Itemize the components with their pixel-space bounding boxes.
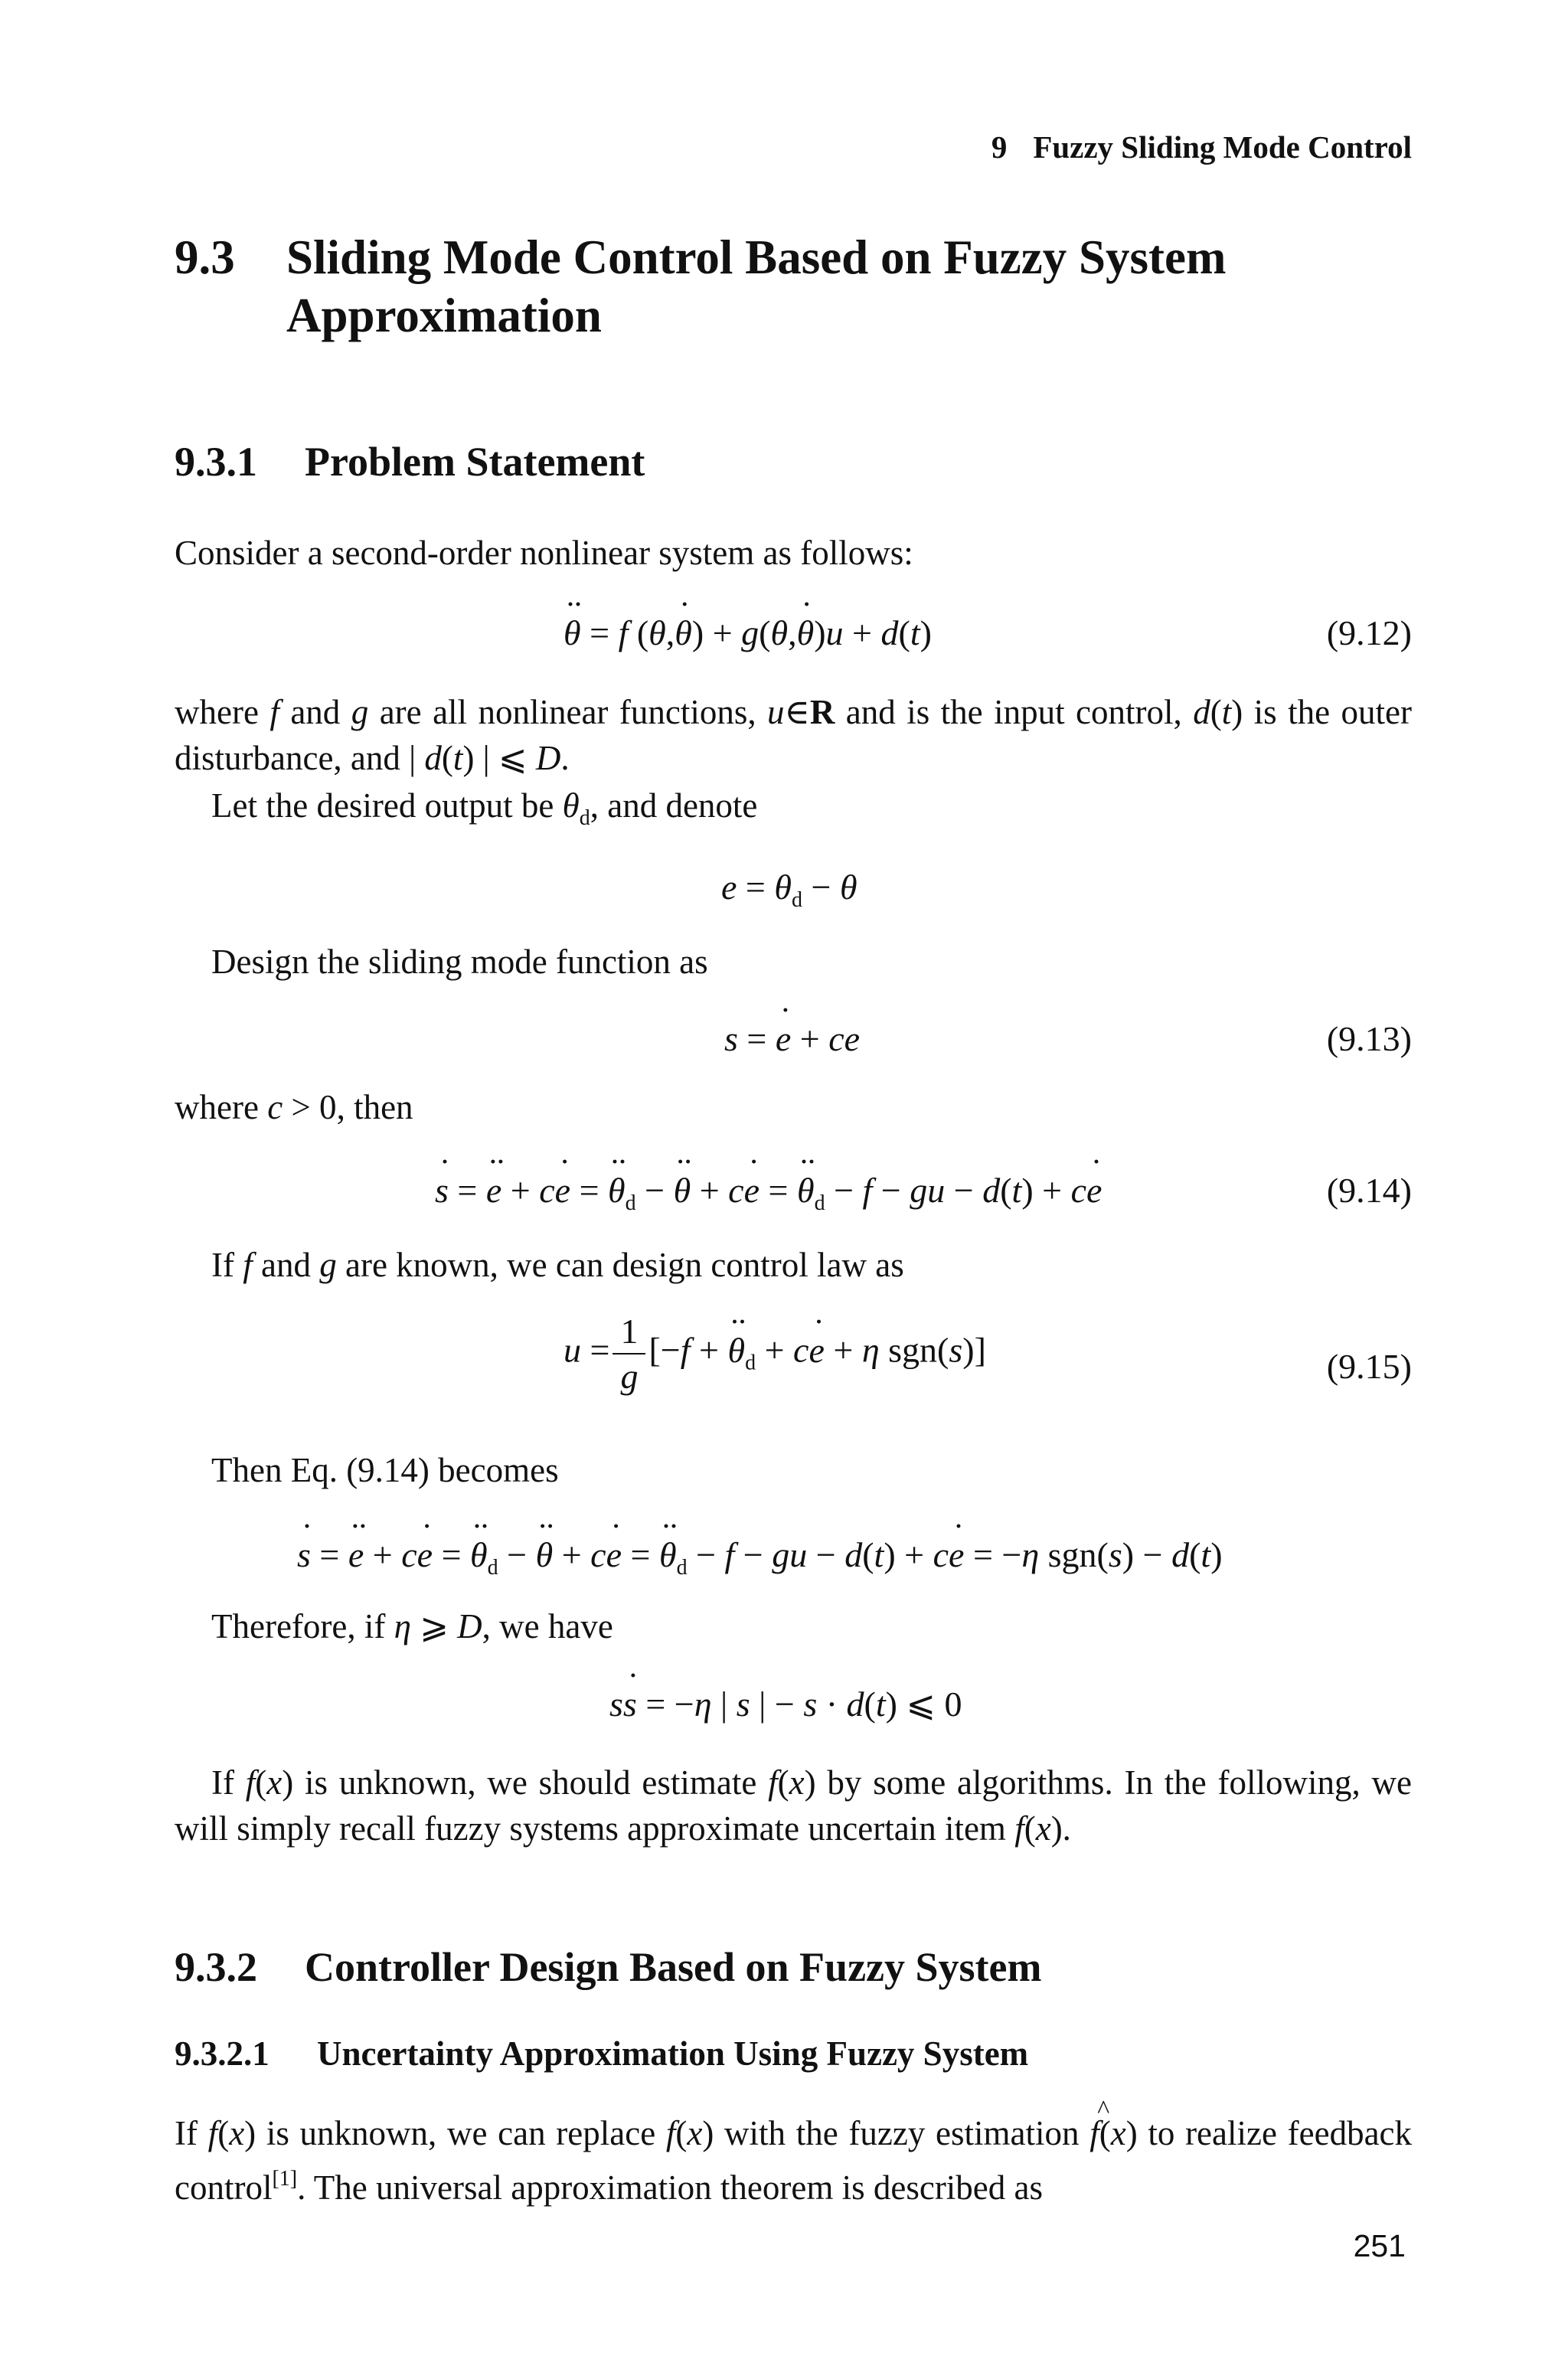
paragraph-intro	[175, 530, 1412, 576]
chapter-title: Fuzzy Sliding Mode Control	[1033, 129, 1412, 165]
equation-closed-loop	[175, 1534, 1412, 1596]
paragraph-system-description: where f and g are all nonlinear functions, u∈R and is the input control, d(t) is the outer disturbance, and | d(t) | ⩽ D.	[175, 693, 1412, 777]
text-run: to realize feedback control	[175, 2114, 1413, 2207]
text-run: is unknown, we can replace	[256, 2114, 666, 2152]
text-run: is the outer disturbance, and	[175, 693, 1412, 777]
equation-9-15	[175, 1311, 1412, 1418]
paragraph-text: Consider a second-order nonlinear system as follows:	[175, 534, 913, 572]
paragraph-then-becomes	[175, 1447, 1412, 1493]
equation-body: s = · e + ce	[724, 1018, 860, 1059]
equation-body: $e = \theta_d - \theta$	[721, 868, 858, 912]
chapter-number: 9	[991, 129, 1008, 165]
running-header	[991, 129, 1412, 165]
subsection-number: 9.3.2	[175, 1944, 257, 1990]
text-run: with the fuzzy estimation	[714, 2114, 1090, 2152]
text-run: by some algorithms. In the following, we will simply recall fuzzy systems approximate uncertain item	[175, 1763, 1412, 1848]
citation[interactable]: [1]	[272, 2167, 298, 2191]
paragraph-c-positive: where c > 0, then	[175, 1088, 413, 1126]
text-run: Therefore, if	[211, 1607, 394, 1645]
text-run: and is the input control,	[835, 693, 1194, 731]
equation-9-14	[175, 1170, 1412, 1231]
text-run: and	[279, 693, 351, 731]
equation-body: ·· θ = f (θ,· θ) + g(θ,· θ)u + d(t)	[564, 613, 932, 653]
subsection-number: 9.3.1	[175, 439, 257, 485]
equation-body: s· s = −η | s | − s · d(t) ⩽ 0	[609, 1683, 962, 1724]
text-run: are all nonlinear functions,	[368, 693, 768, 731]
subsection-title: Controller Design Based on Fuzzy System	[305, 1944, 1042, 1990]
equation-lyapunov	[175, 1683, 1412, 1744]
equation-number: (9.13)	[1326, 1019, 1412, 1058]
paragraph-f-unknown: If f(x) is unknown, we should estimate f(x) by some algorithms. In the following, we will simply recall fuzzy systems approximate uncertain item f(x).	[175, 1763, 1412, 1848]
text-run: where	[175, 693, 270, 731]
text-run: and	[252, 1246, 320, 1284]
subsection-heading-controller	[175, 1943, 1041, 1991]
text-run: If	[175, 2114, 208, 2152]
equation-error	[175, 867, 1412, 928]
text-run: If	[211, 1246, 243, 1284]
section-number: 9.3	[175, 230, 235, 284]
paragraph-known-f-g: If f and g are known, we can design control law as	[211, 1246, 904, 1284]
equation-number: (9.12)	[1326, 613, 1412, 652]
paragraph-fuzzy-estimation: If f(x) is unknown, we can replace f(x) with the fuzzy estimation ^ f(x) to realize feedback control[1]. The universal approximation theorem is described as	[175, 2110, 1412, 2211]
subsection-heading-problem	[175, 438, 645, 485]
text-run: where	[175, 1088, 268, 1126]
subsubsection-title: Uncertainty Approximation Using Fuzzy System	[317, 2034, 1029, 2073]
paragraph-desired-output: Let the desired output be $\theta_d$, and denote	[211, 786, 758, 830]
text-run: , we have	[482, 1607, 613, 1645]
text-run: is unknown, we should estimate	[293, 1763, 769, 1802]
section-title: Sliding Mode Control Based on Fuzzy System Approximation	[286, 230, 1227, 342]
paragraph-therefore: Therefore, if η ⩾ D, we have	[211, 1607, 613, 1645]
subsubsection-heading	[175, 2034, 1028, 2073]
subsubsection-number: 9.3.2.1	[175, 2034, 270, 2073]
text-run: , then	[336, 1088, 413, 1126]
text-run: . The universal approximation theorem is described as	[297, 2168, 1044, 2207]
equation-body: · s = ·· e + c· e = ·· $\theta_d$ − ·· θ + c· e = ·· $\theta_d - f$ − gu − d(t) + c· e	[435, 1170, 1102, 1216]
equation-number: (9.15)	[1326, 1347, 1412, 1386]
text-run: are known, we can design control law as	[336, 1246, 904, 1284]
equation-9-13	[175, 1018, 1412, 1080]
text-run: If	[211, 1763, 246, 1802]
equation-body: · s = ·· e + c· e = ·· $\theta_d$ − ·· θ + c· e = ·· $\theta_d - f$ − gu − d(t) + c· e = −η sgn(s) − d(t)	[297, 1534, 1223, 1580]
equation-body: u = $\frac{1}{g}$ [−f + ·· $\theta_d + c\cdot e + \eta$ sgn(s)]	[564, 1311, 986, 1397]
text-run: Then Eq. (9.14) becomes	[211, 1451, 559, 1489]
subsection-title: Problem Statement	[305, 439, 645, 485]
equation-9-12	[175, 613, 1412, 674]
text-run: Let the desired output be	[211, 786, 563, 825]
text-run: Design the sliding mode function as	[211, 943, 708, 981]
equation-number: (9.14)	[1326, 1171, 1412, 1210]
paragraph-sliding-function	[175, 939, 1412, 985]
text-run: , and denote	[590, 786, 758, 825]
math-f: f	[270, 693, 279, 731]
page-number: 251	[1353, 2228, 1406, 2263]
math-g: g	[351, 693, 369, 731]
